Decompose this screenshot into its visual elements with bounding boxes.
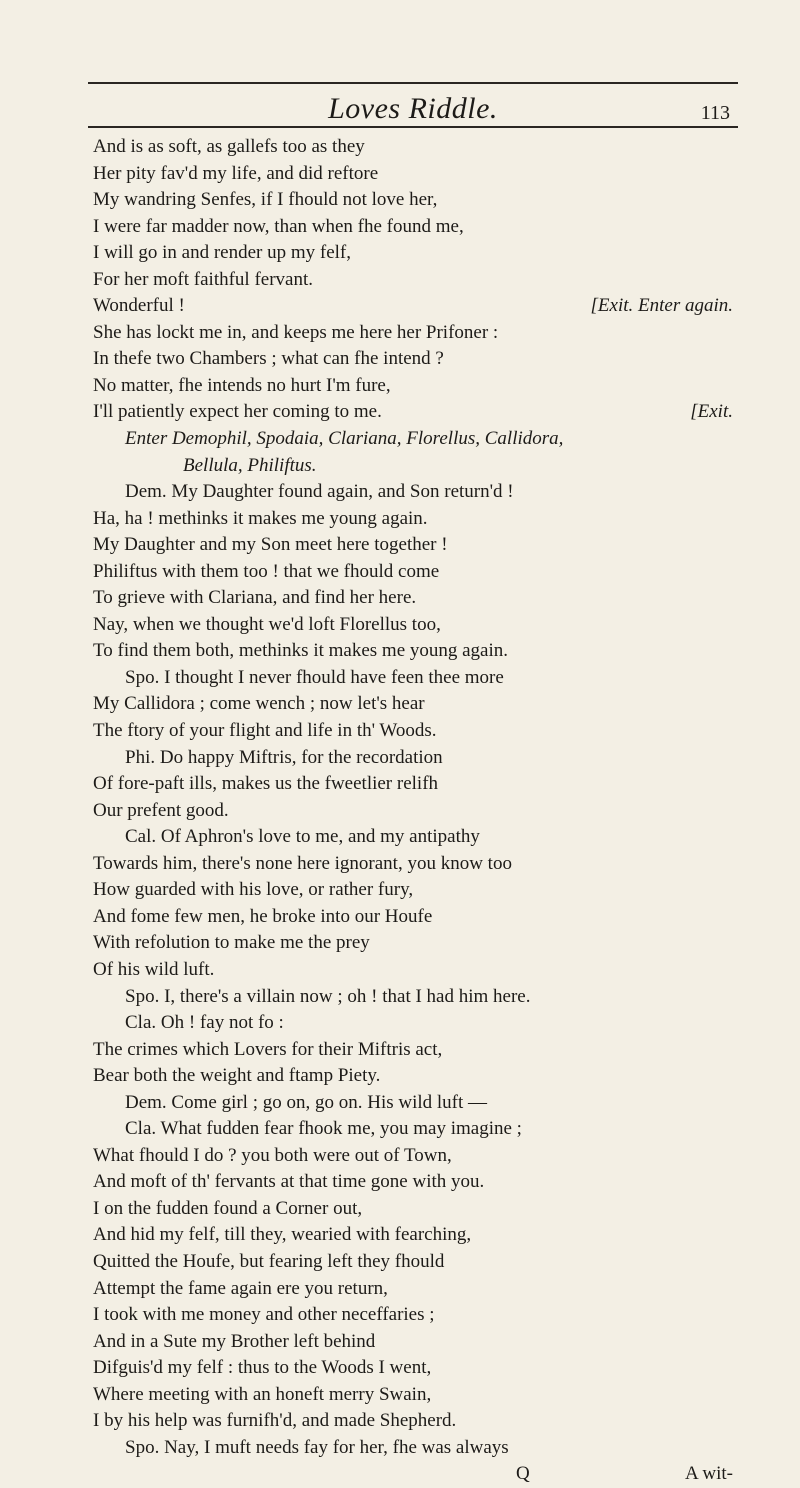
text-line: Attempt the fame again ere you return,: [93, 1277, 388, 1299]
text-line: Of fore-paft ills, makes us the fweetlier relifh: [93, 773, 439, 795]
text-line: And fome few men, he broke into our Houfe: [93, 905, 433, 927]
text-line: For her moft faithful fervant.: [93, 268, 314, 290]
text-line: Bear both the weight and ftamp Piety.: [93, 1065, 381, 1087]
speech-line: Spo. I, there's a villain now ; oh ! that I had him here.: [125, 985, 531, 1007]
text-line: I will go in and render up my felf,: [93, 242, 352, 264]
text-line: I were far madder now, than when fhe found me,: [93, 215, 464, 237]
speech-line: Dem. My Daughter found again, and Son return'd !: [125, 481, 514, 503]
text-line: Nay, when we thought we'd loft Florellus too,: [93, 613, 441, 635]
text-line: Ha, ha ! methinks it makes me young again.: [93, 507, 428, 529]
text-line: Where meeting with an honeft merry Swain,: [93, 1383, 432, 1405]
text-line: The ftory of your flight and life in th' Woods.: [93, 720, 437, 742]
speech-line: Cla. Oh ! fay not fo :: [125, 1012, 284, 1034]
text-line: No matter, fhe intends no hurt I'm fure,: [93, 374, 391, 396]
play-text: [93, 134, 773, 1488]
text-line: To grieve with Clariana, and find her here.: [93, 587, 417, 609]
page-header: [88, 88, 738, 128]
text-line-with-direction: [93, 399, 773, 426]
text-line: I took with me money and other neceffaries ;: [93, 1304, 435, 1326]
text-line: And hid my felf, till they, wearied with fearching,: [93, 1224, 472, 1246]
speech-line: Cla. What fudden fear fhook me, you may imagine ;: [125, 1118, 522, 1140]
text-line: To find them both, methinks it makes me young again.: [93, 640, 509, 662]
text-line: My wandring Senfes, if I fhould not love her,: [93, 189, 438, 211]
text-line: Quitted the Houfe, but fearing left they fhould: [93, 1250, 445, 1272]
text-line: Philiftus with them too ! that we fhould come: [93, 560, 440, 582]
text-line: Her pity fav'd my life, and did reftore: [93, 162, 379, 184]
text-line: Towards him, there's none here ignorant, you know too: [93, 852, 512, 874]
stage-direction-exit: [Exit.: [690, 401, 733, 423]
page-number: 113: [700, 102, 730, 124]
stage-direction-enter-cont: Bellula, Philiftus.: [183, 454, 317, 476]
catchword-line: [93, 1461, 773, 1488]
signature-mark: Q: [516, 1463, 530, 1485]
text-line: Difguis'd my felf : thus to the Woods I went,: [93, 1357, 432, 1379]
text-line: In thefe two Chambers ; what can fhe intend ?: [93, 348, 444, 370]
header-top-rule: [88, 82, 738, 84]
text-line: And is as soft, as gallefs too as they: [93, 136, 365, 157]
text-line: What fhould I do ? you both were out of Town,: [93, 1144, 452, 1166]
speech-line: Cal. Of Aphron's love to me, and my antipathy: [125, 826, 480, 848]
stage-direction-enter: Enter Demophil, Spodaia, Clariana, Florellus, Callidora,: [125, 428, 564, 450]
catchword: A wit-: [684, 1463, 733, 1485]
stage-direction-exit-enter: [Exit. Enter again.: [590, 295, 733, 317]
text-line: I by his help was furnifh'd, and made Shepherd.: [93, 1410, 457, 1432]
text-line: Of his wild luft.: [93, 958, 215, 980]
text-line: Our prefent good.: [93, 799, 229, 821]
speech-line: Spo. I thought I never fhould have feen thee more: [125, 666, 504, 688]
speech-line: Spo. Nay, I muft needs fay for her, fhe was always: [125, 1436, 509, 1458]
text-line-with-direction: [93, 293, 773, 320]
text-line: My Daughter and my Son meet here together !: [93, 534, 448, 556]
running-title: Loves Riddle.: [328, 92, 498, 125]
text-line: She has lockt me in, and keeps me here her Prifoner :: [93, 321, 499, 343]
text-line: Wonderful !: [93, 295, 185, 317]
text-line: And in a Sute my Brother left behind: [93, 1330, 376, 1352]
speech-line: Dem. Come girl ; go on, go on. His wild luft —: [125, 1091, 488, 1113]
text-line: My Callidora ; come wench ; now let's hear: [93, 693, 425, 715]
text-line: How guarded with his love, or rather fury,: [93, 879, 414, 901]
text-line: The crimes which Lovers for their Miftris act,: [93, 1038, 443, 1060]
text-line: I on the fudden found a Corner out,: [93, 1197, 363, 1219]
text-line: I'll patiently expect her coming to me.: [93, 401, 382, 423]
text-line: And moft of th' fervants at that time gone with you.: [93, 1171, 485, 1193]
text-line: With refolution to make me the prey: [93, 932, 370, 954]
speech-line: Phi. Do happy Miftris, for the recordation: [125, 746, 443, 768]
